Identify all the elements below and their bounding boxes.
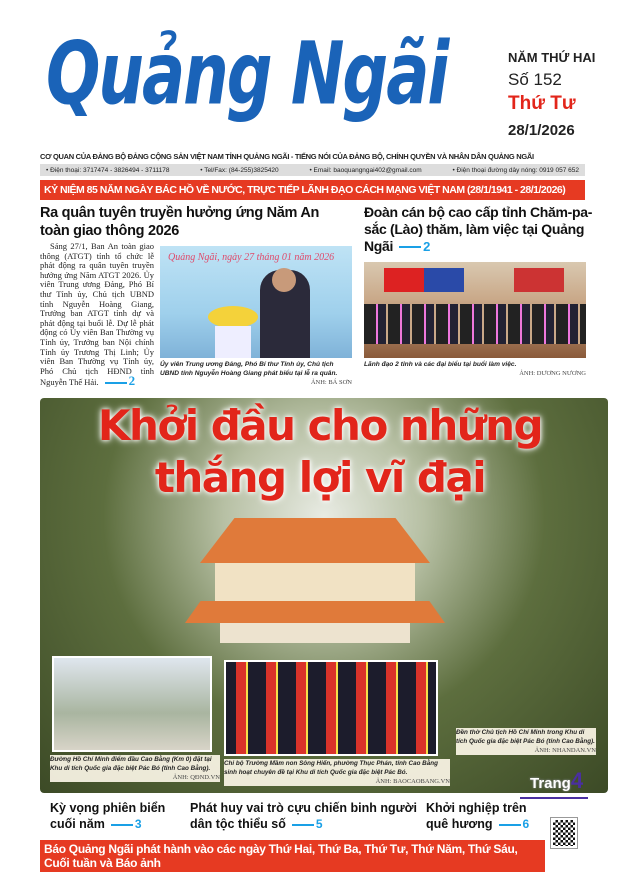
article1-body-block [40,242,154,388]
issue-date: 28/1/2026 [508,122,575,139]
teaser-2[interactable] [190,800,418,832]
feature-photo2-caption-block [224,759,450,786]
qr-code-icon[interactable] [551,818,577,848]
article2-credit: ẢNH: DƯƠNG NƯƠNG [519,370,586,377]
article1-credit: ẢNH: BÁ SƠN [310,379,352,386]
volume-year: NĂM THỨ HAI [508,50,596,65]
feature-photo1-credit: ẢNH: QĐND.VN [172,774,220,781]
teaser-1-title: Kỳ vọng phiên biển cuối năm [50,801,166,831]
issue-number: Số 152 [508,70,562,89]
fax: • Tel/Fax: (84-255)3825420 [200,166,279,174]
feature-photo3-caption: Đền thờ Chủ tịch Hồ Chí Minh trong Khu di tích Quốc gia đặc biệt Pác Bó (tỉnh Cao Bằng). [456,729,595,745]
teaser3-page-ref[interactable]: 6 [493,817,530,831]
article2-photo [364,262,586,358]
teaser-1[interactable] [50,800,180,832]
article2-page-ref[interactable]: 2 [393,238,430,254]
arrow-icon [292,824,314,826]
feature-photo1-caption: Đường Hồ Chí Minh điểm đầu Cao Bằng (Km 0) đặt tại Khu di tích Quốc gia đặc biệt Pác Bó (tỉnh Cao Bằng). [50,756,212,772]
article1-photo [160,246,352,358]
publication-schedule-bar: Báo Quảng Ngãi phát hành vào các ngày Thứ Hai, Thứ Ba, Thứ Tư, Thứ Năm, Thứ Sáu, Cuối tuần và Báo ảnh [40,840,545,872]
feature-headline[interactable] [40,400,600,504]
article2-caption: Lãnh đạo 2 tỉnh và các đại biểu tại buổi làm việc. [364,361,517,368]
teaser1-page-ref[interactable]: 3 [105,817,142,831]
arrow-icon [105,382,127,384]
headline-line-1: Khởi đầu cho những [97,401,543,450]
tagline: CƠ QUAN CỦA ĐẢNG BỘ ĐẢNG CỘNG SẢN VIỆT NAM TỈNH QUẢNG NGÃI - TIẾNG NÓI CỦA ĐẢNG BỘ, CHÍNH QUYỀN VÀ NHÂN DÂN QUẢNG NGÃI [40,152,534,161]
feature-photo2-credit: ẢNH: BAOCAOBANG.VN [375,778,450,785]
article1-title[interactable]: Ra quân tuyên truyền hưởng ứng Năm An toàn giao thông 2026 [40,205,320,239]
email: • Email: baoquangngai402@gmail.com [309,166,422,174]
feature-photo3-caption-block [456,728,596,755]
contact-bar [40,164,585,176]
anniversary-banner: KỶ NIỆM 85 NĂM NGÀY BÁC HỒ VỀ NƯỚC, TRỰC TIẾP LÃNH ĐẠO CÁCH MẠNG VIỆT NAM (28/1/1941 - 28/1/2026) [40,180,585,200]
weekday: Thứ Tư [508,93,576,114]
teaser-2-title: Phát huy vai trò cựu chiến binh người dân tộc thiểu số [190,801,418,831]
hotline: • Điện thoại đường dây nóng: 0919 057 652 [452,166,579,174]
article1-caption-block [160,360,352,387]
article2-title[interactable]: Đoàn cán bộ cao cấp tỉnh Chăm-pa-sắc (Lào) thăm, làm việc tại Quảng Ngãi [364,204,593,254]
page-label: Trang [530,775,571,792]
photo-backdrop-text: Quảng Ngãi, ngày 27 tháng 01 năm 2026 [168,252,335,263]
feature-photo1-caption-block [50,755,220,782]
feature-photo-km0 [52,656,212,752]
headline-line-2: thắng lợi vĩ đại [154,453,486,502]
feature-photo2-caption: Chi bộ Trường Mầm non Sông Hiến, phường Thục Phán, tỉnh Cao Bằng sinh hoạt chuyên đề tại Khu di tích Quốc gia đặc biệt Pác Bó. [224,760,438,776]
article2-title-block [364,204,604,255]
teaser-3[interactable] [426,800,546,832]
feature-photo3-credit: ẢNH: NHANDAN.VN [534,747,596,754]
phone: • Điện thoại: 3717474 - 3826494 - 3711178 [46,166,170,174]
article1-body: Sáng 27/1, Ban An toàn giao thông (ATGT) tỉnh tổ chức lễ phát động ra quân tuyên truyền hưởng ứng Năm ATGT 2026. Ủy viên Trung ương Đảng, Phó Bí thư Tỉnh ủy, Chủ tịch UBND tỉnh Nguyễn Hoàng Giang, Trưởng ban ATGT tỉnh dự và phát động tại buổi lễ. Dự lễ phát động có Ủy viên Ban Thường vụ Tỉnh ủy, Trưởng ban Nội chính Tỉnh ủy Trương Thị Linh; Ủy viên Ban Thường vụ Tỉnh ủy, Phó Chủ tịch HĐND tỉnh Nguyễn Thế Hải. [40,241,154,388]
page-number: 4 [570,768,584,793]
article1-page-ref[interactable]: 2 [99,377,136,387]
teaser2-page-ref[interactable]: 5 [286,817,323,831]
newspaper-logo: Quảng Ngãi [46,25,448,126]
arrow-icon [499,824,521,826]
arrow-icon [111,824,133,826]
feature-page-ref[interactable] [530,768,583,794]
article2-caption-block [364,360,586,378]
arrow-icon [520,797,588,799]
teaser-3-title: Khởi nghiệp trên quê hương [426,801,527,831]
arrow-icon [399,246,421,248]
feature-photo-school [224,660,438,756]
article1-caption: Ủy viên Trung ương Đảng, Phó Bí thư Tỉnh ủy, Chủ tịch UBND tỉnh Nguyễn Hoàng Giang phát biểu tại lễ ra quân. [160,361,338,377]
